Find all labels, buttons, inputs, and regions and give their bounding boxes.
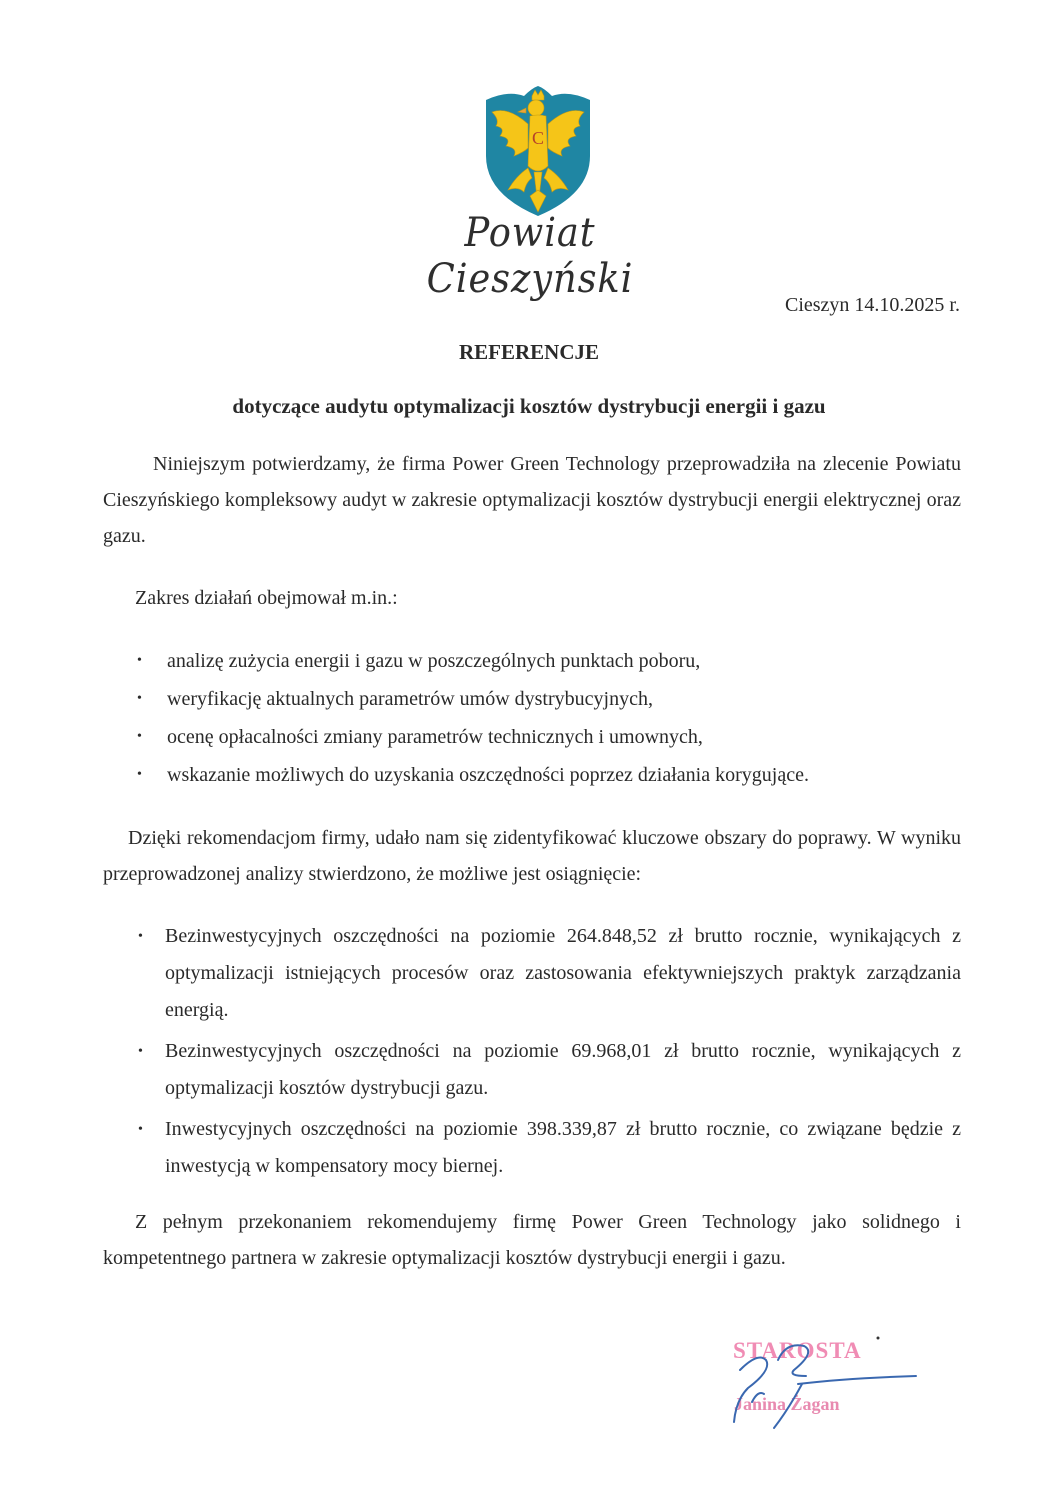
bullet-icon: • [138,1044,143,1059]
stamp-name: Janina Żagan [734,1394,840,1414]
closing-paragraph: Z pełnym przekonaniem rekomendujemy firmę Power Green Technology jako solidnego i kompetentnego partnera w zakresie optymalizacji kosztów dystrybucji energii i gazu. [103,1211,961,1269]
crest-letter: C [531,128,545,148]
bullet-icon: • [138,1122,143,1137]
coat-of-arms-icon [478,86,598,218]
list-item: • wskazanie możliwych do uzyskania oszczędności poprzez działania korygujące. [135,756,809,794]
list-item: • Bezinwestycyjnych oszczędności na poziomie 264.848,52 zł brutto rocznie, wynikających z optymalizacji istniejących procesów oraz zastosowania efektywniejszych praktyk zarządzania energią. [135,918,961,1029]
place-and-date: Cieszyn 14.10.2025 r. [785,294,960,316]
list-item: • weryfikację aktualnych parametrów umów dystrybucyjnych, [135,680,809,718]
list-item: • ocenę opłacalności zmiany parametrów technicznych i umownych, [135,718,809,756]
bullet-icon: • [137,691,142,706]
list-item: • analizę zużycia energii i gazu w poszczególnych punktach poboru, [135,642,809,680]
bullet-icon: • [137,653,142,668]
document-subtitle: dotyczące audytu optymalizacji kosztów dystrybucji energii i gazu [232,394,826,418]
list-item: • Bezinwestycyjnych oszczędności na poziomie 69.968,01 zł brutto rocznie, wynikających z optymalizacji kosztów dystrybucji gazu. [135,1033,961,1107]
bullet-icon: • [137,767,142,782]
bullet-icon: • [137,729,142,744]
list-item: • Inwestycyjnych oszczędności na poziomie 398.339,87 zł brutto rocznie, co związane będzie z inwestycją w kompensatory mocy biernej. [135,1111,961,1185]
findings-intro: Dzięki rekomendacjom firmy, udało nam się zidentyfikować kluczowe obszary do poprawy. W wyniku przeprowadzonej analizy stwierdzono, że możliwe jest osiągnięcie: [103,827,961,885]
document-title: REFERENCJE [458,340,600,364]
scope-heading: Zakres działań obejmował m.in.: [135,587,398,609]
handwritten-signature-icon [728,1330,938,1430]
findings-list [135,918,961,1189]
stamp-title: STAROSTA [733,1338,862,1363]
county-brand-name: Powiat Cieszyński [426,210,634,302]
scope-list [135,642,809,794]
bullet-icon: • [138,929,143,944]
intro-paragraph: Niniejszym potwierdzamy, że firma Power Green Technology przeprowadziła na zlecenie Powiatu Cieszyńskiego kompleksowy audyt w zakresie optymalizacji kosztów dystrybucji energii elektrycznej oraz gazu. [103,453,961,547]
